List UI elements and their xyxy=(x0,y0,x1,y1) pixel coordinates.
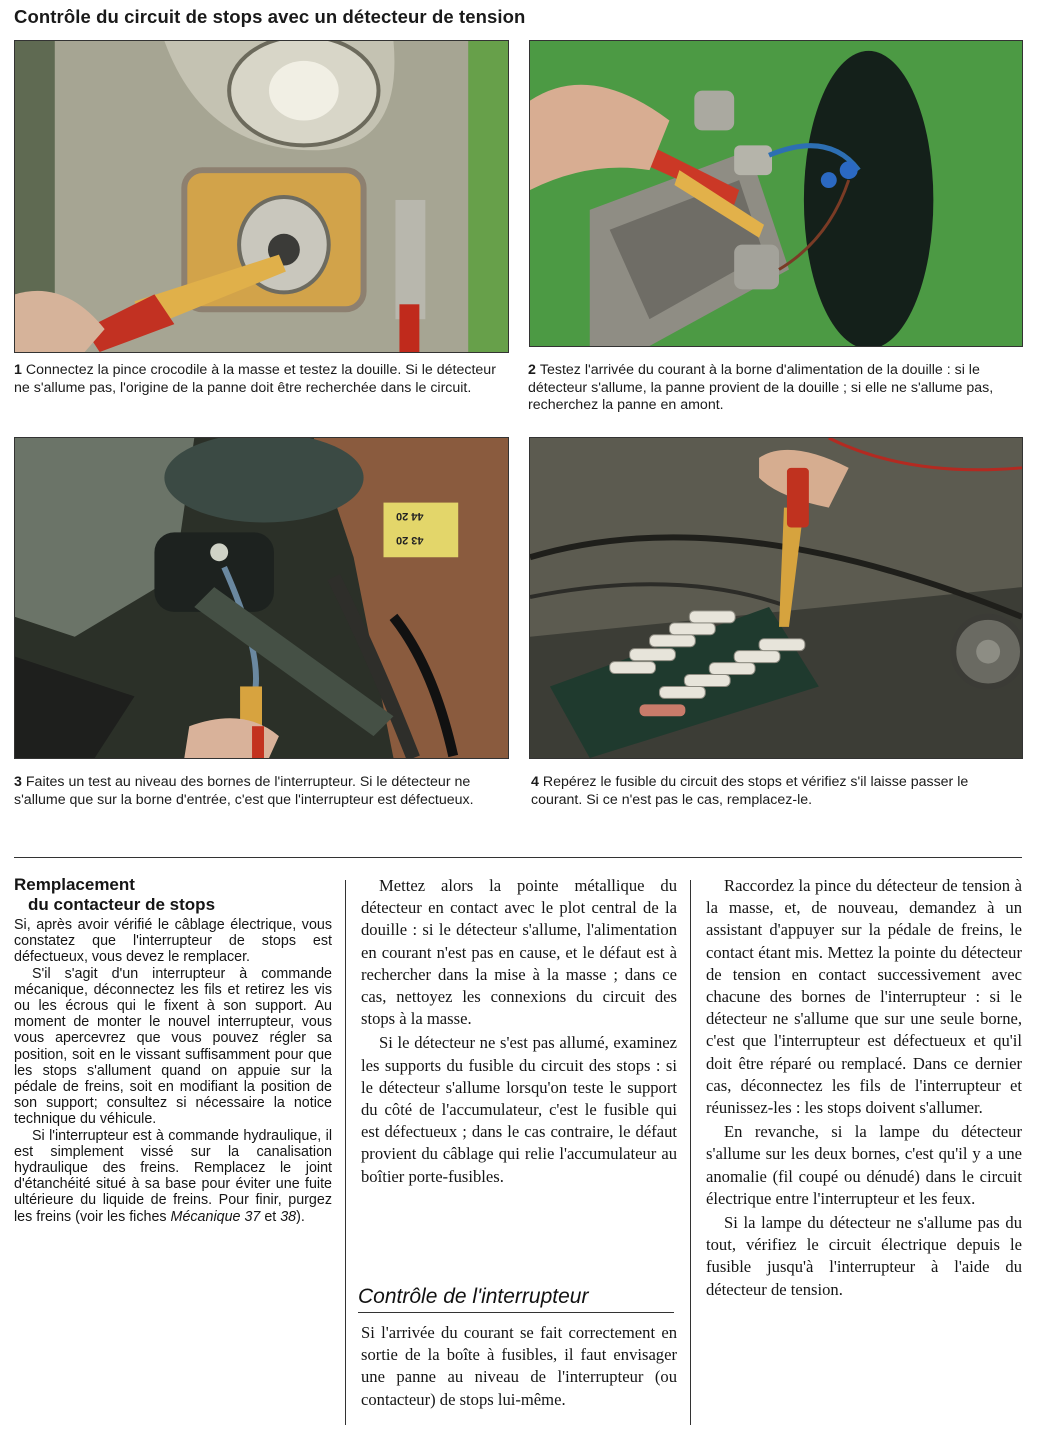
step-text: Faites un test au niveau des bornes de l'interrupteur. Si le détecteur ne s'allume que sur la borne d'entrée, c'est que l'interrupteur est défectueux. xyxy=(14,774,474,808)
step-text: Connectez la pince crocodile à la masse et testez la douille. Si le détecteur ne s'allume pas, l'origine de la panne doit être recherchée dans le circuit. xyxy=(14,362,496,396)
paragraph xyxy=(14,1128,332,1225)
section-heading-replacement xyxy=(14,875,332,915)
step-number: 1 xyxy=(14,362,22,378)
paragraph: Raccordez la pince du détecteur de tension à la masse, et, de nouveau, demandez à un assistant d'appuyer sur la pédale de freins, le contact étant mis. Mettez la pointe du détecteur de tension en contact successivement avec chacune des bornes de l'interrupteur : si le détecteur ne s'allume que sur une seule borne, c'est que l'interrupteur est défectueux et qu'il doit être réparé ou remplacé. Dans ce dernier cas, déconnectez les fils de l'interrupteur et réunissez-les : les stops doivent s'allumer. xyxy=(706,876,1022,1118)
paragraph-text: et xyxy=(260,1208,281,1225)
paragraph: Si le détecteur ne s'est pas allumé, examinez les supports du fusible du circuit des stops : si le détecteur s'allume lorsqu'on teste le support du côté de l'accumulateur, c'est le fusible qui est défectueux ; dans le cas contraire, le défaut provient du câblage qui relie l'accumulateur au boîtier porte-fusibles. xyxy=(361,1033,677,1186)
section-switch-check-text xyxy=(361,1322,677,1413)
section-heading-switch-check: Contrôle de l'interrupteur xyxy=(358,1285,674,1313)
photo-2-supply-terminal xyxy=(529,40,1023,347)
photo-3-label-bottom: 43 20 xyxy=(396,534,424,546)
column-divider-right xyxy=(690,880,691,1425)
photo-1-lamp-socket xyxy=(14,40,509,353)
paragraph: Mettez alors la pointe métallique du détecteur en contact avec le plot central de la douille : si le détecteur s'allume, l'alimentation en courant n'est pas en cause, et le défaut est à rechercher dans la mise à la masse ; dans ce cas, nettoyez les connexions du circuit des stops à la masse. xyxy=(361,876,677,1029)
paragraph-text: Si l'interrupteur est à commande hydraulique, il est simplement vissé sur la canalisation hydraulique des freins. Remplacez le joint d'étanchéité situé à sa base pour éviter une fuite ultérieure du liquide de freins. Pour finir, purgez les freins (voir les fiches xyxy=(14,1127,332,1225)
paragraph-text: ). xyxy=(296,1208,305,1225)
caption-step-2 xyxy=(528,362,1022,415)
step-text: Repérez le fusible du circuit des stops et vérifiez s'il laisse passer le courant. Si ce n'est pas le cas, remplacez-le. xyxy=(531,774,969,808)
reference-mecanique-37: Mécanique 37 xyxy=(170,1208,261,1225)
section-replacement xyxy=(14,875,332,1225)
caption-step-1 xyxy=(14,362,510,397)
photo-4-fuse-box xyxy=(529,437,1023,759)
photo-3-label-top: 44 20 xyxy=(396,510,424,522)
step-number: 2 xyxy=(528,362,536,378)
reference-38: 38 xyxy=(280,1208,297,1225)
step-text: Testez l'arrivée du courant à la borne d'alimentation de la douille : si le détecteur s'allume, la panne provient de la douille ; si elle ne s'allume pas, recherchez la panne en amont. xyxy=(528,362,994,414)
step-number: 3 xyxy=(14,774,22,790)
caption-step-4 xyxy=(531,774,1022,809)
paragraph: Si, après avoir vérifié le câblage électrique, vous constatez que l'interrupteur de stops est défectueux, vous devez le remplacer. xyxy=(14,917,332,966)
paragraph: S'il s'agit d'un interrupteur à commande mécanique, déconnectez les fils et retirez les vis ou les écrous qui le fixent à son support. Au moment de monter le nouvel interrupteur, vous vous apercevrez que vous pouvez régler sa position, soit en le vissant suffisamment pour que les stops s'allument quand on appuie sur la pédale de freins, soit en modifiant la position de son support; consultez si nécessaire la notice technique du véhicule. xyxy=(14,965,332,1128)
column-3-text xyxy=(706,875,1022,1303)
paragraph: Si l'arrivée du courant se fait correctement en sortie de la boîte à fusibles, il faut envisager une panne au niveau de l'interrupteur (ou contacteur) de stops lui-même. xyxy=(361,1323,677,1409)
column-2-text xyxy=(361,875,677,1190)
page-title: Contrôle du circuit de stops avec un détecteur de tension xyxy=(14,6,526,27)
caption-step-3 xyxy=(14,774,510,809)
photo-3-switch-terminals xyxy=(14,437,509,759)
step-number: 4 xyxy=(531,774,539,790)
section-divider xyxy=(14,857,1022,858)
heading-line-1: Remplacement xyxy=(14,875,135,894)
heading-line-2: du contacteur de stops xyxy=(28,895,216,914)
paragraph: Si la lampe du détecteur ne s'allume pas du tout, vérifiez le circuit électrique depuis le fusible jusqu'à l'interrupteur à l'aide du détecteur de tension. xyxy=(706,1213,1022,1299)
paragraph: En revanche, si la lampe du détecteur s'allume sur les deux bornes, c'est qu'il y a une anomalie (fil coupé ou dénudé) dans le circuit électrique entre l'interrupteur et les feux. xyxy=(706,1122,1022,1208)
column-divider-left xyxy=(345,880,346,1425)
